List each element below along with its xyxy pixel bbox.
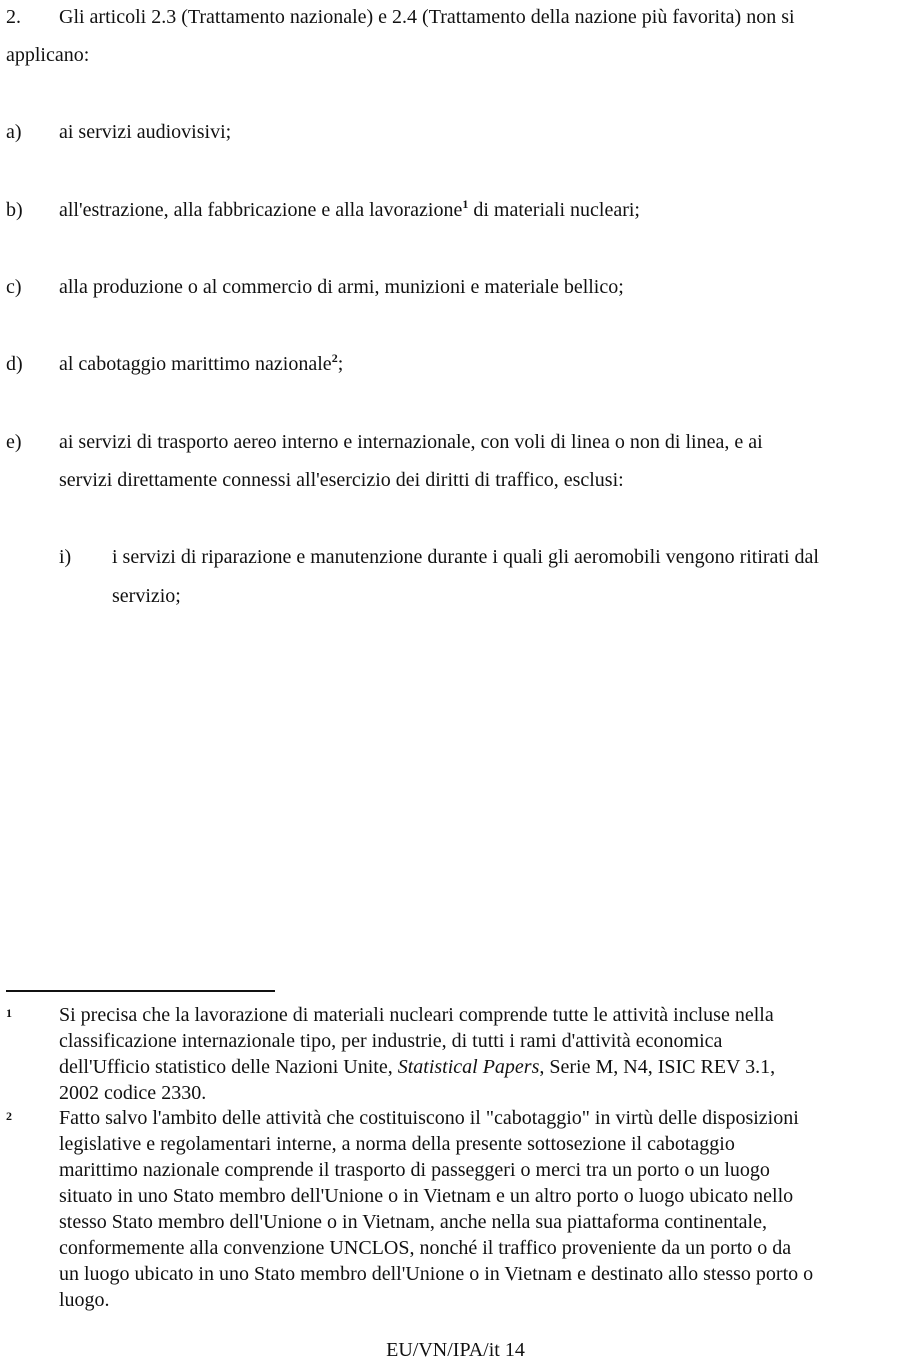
item-text-e-line-2: servizi direttamente connessi all'esercizio dei diritti di traffico, esclusi: <box>59 469 624 491</box>
footnote-separator <box>6 990 275 992</box>
footnote-1-line-3-before: dell'Ufficio statistico delle Nazioni Unite, <box>59 1056 398 1078</box>
footnote-number-2: 2 <box>6 1109 12 1123</box>
paragraph-text-line-1: Gli articoli 2.3 (Trattamento nazionale) e 2.4 (Trattamento della nazione più favorita) non si <box>59 6 795 28</box>
footnote-2-line-4: situato in uno Stato membro dell'Unione o in Vietnam e un altro porto o luogo ubicato nello <box>59 1185 794 1207</box>
footnote-2 <box>59 1105 911 1313</box>
item-label-d: d) <box>6 353 23 375</box>
footnote-2-line-3: marittimo nazionale comprende il trasporto di passeggeri o merci tra un porto o un luogo <box>59 1159 770 1181</box>
item-label-e: e) <box>6 431 22 453</box>
item-label-c: c) <box>6 276 22 298</box>
item-text-b <box>59 198 640 222</box>
paragraph-text-line-2: applicano: <box>6 44 90 66</box>
subitem-text-i-line-1: i servizi di riparazione e manutenzione durante i quali gli aeromobili vengono ritirati dal <box>112 546 819 568</box>
item-text-d-before: al cabotaggio marittimo nazionale <box>59 353 332 375</box>
item-text-d-after: ; <box>337 353 344 375</box>
item-label-a: a) <box>6 121 22 143</box>
item-text-a: ai servizi audiovisivi; <box>59 121 232 143</box>
footnote-1-line-4: 2002 codice 2330. <box>59 1082 207 1104</box>
item-label-b: b) <box>6 199 23 221</box>
footnote-1-line-1: Si precisa che la lavorazione di materiali nucleari comprende tutte le attività incluse nella <box>59 1004 774 1026</box>
item-text-c: alla produzione o al commercio di armi, munizioni e materiale bellico; <box>59 276 624 298</box>
paragraph-number: 2. <box>6 6 21 28</box>
footnote-1-line-3-after: , Serie M, N4, ISIC REV 3.1, <box>539 1056 776 1078</box>
item-text-e-line-1: ai servizi di trasporto aereo interno e internazionale, con voli di linea o non di linea, e ai <box>59 431 763 453</box>
footnote-2-line-7: un luogo ubicato in uno Stato membro dell'Unione o in Vietnam e destinato allo stesso porto o <box>59 1263 814 1285</box>
footnote-number-1: 1 <box>6 1006 12 1020</box>
footnote-2-line-5: stesso Stato membro dell'Unione o in Vietnam, anche nella sua piattaforma continentale, <box>59 1211 767 1233</box>
footnote-2-line-6: conformemente alla convenzione UNCLOS, nonché il traffico proveniente da un porto o da <box>59 1237 792 1259</box>
footnote-2-line-2: legislative e regolamentari interne, a norma della presente sottosezione il cabotaggio <box>59 1133 735 1155</box>
footnote-1 <box>59 1002 911 1106</box>
item-text-b-before: all'estrazione, alla fabbricazione e alla lavorazione <box>59 199 463 221</box>
page-identifier: EU/VN/IPA/it 14 <box>386 1339 525 1361</box>
footnote-2-line-1: Fatto salvo l'ambito delle attività che costituiscono il "cabotaggio" in virtù delle disposizioni <box>59 1107 799 1129</box>
subitem-text-i-line-2: servizio; <box>112 585 181 607</box>
item-text-d <box>59 352 343 376</box>
footnote-1-line-2: classificazione internazionale tipo, per industrie, di tutti i rami d'attività economica <box>59 1030 723 1052</box>
footnote-1-publication-title: Statistical Papers <box>397 1056 540 1078</box>
footnote-ref-1[interactable]: 1 <box>462 197 469 211</box>
footnote-1-line-3 <box>59 1054 911 1080</box>
subitem-label-i: i) <box>59 546 72 568</box>
item-text-b-after: di materiali nucleari; <box>468 199 640 221</box>
footnote-2-line-8: luogo. <box>59 1289 110 1311</box>
footnote-ref-2[interactable]: 2 <box>331 351 338 365</box>
